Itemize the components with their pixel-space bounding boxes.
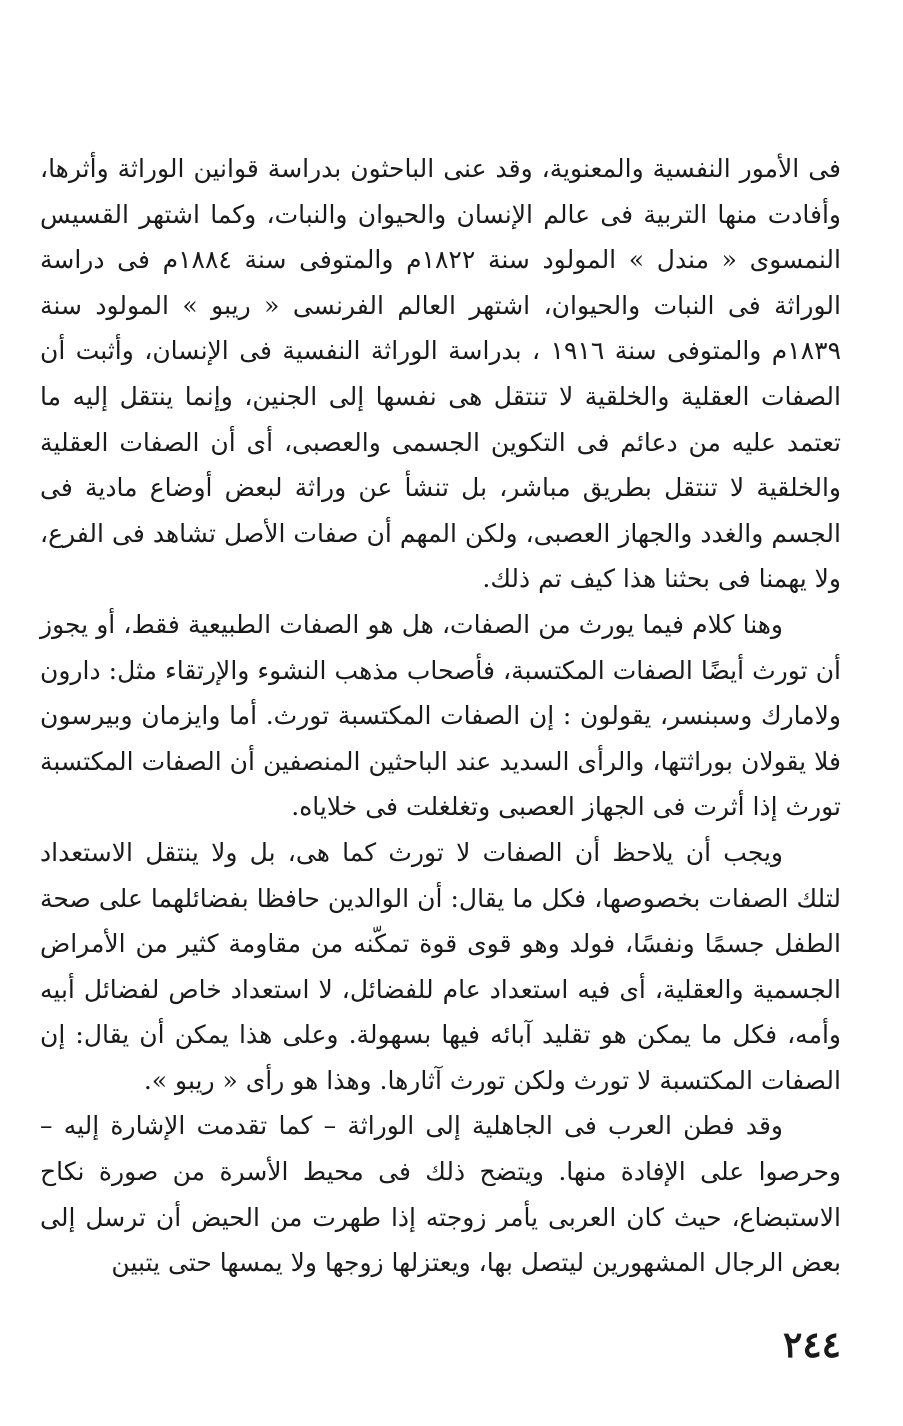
paragraph-3: ويجب أن يلاحظ أن الصفات لا تورث كما هى، بل ولا ينتقل الاستعداد لتلك الصفات بخصوصها، فكل ما يقال: أن الوالدين حافظا بفضائلهما على صحة الطفل جسمًا ونفسًا، فولد وهو قوى قوة تمكّنه من مقاومة كثير من الأمراض الجسمية والعقلية، أى فيه استعداد عام للفضائل، لا استعداد خاص لفضائل أبيه وأمه، فكل ما يمكن هو تقليد آبائه فيها بسهولة. وعلى هذا يمكن أن يقال: إن الصفات المكتسبة لا تورث ولكن تورث آثارها. وهذا هو رأى « ريبو ».: [40, 837, 841, 1095]
paragraph-1: فى الأمور النفسية والمعنوية، وقد عنى الباحثون بدراسة قوانين الوراثة وأثرها، وأفادت منها التربية فى عالم الإنسان والحيوان والنبات، وكما اشتهر القسيس النمسوى « مندل » المولود سنة ١٨٢٢م والمتوفى سنة ١٨٨٤م فى دراسة الوراثة فى النبات والحيوان، اشتهر العالم الفرنسى « ريبو » المولود سنة ١٨٣٩م والمتوفى سنة ١٩١٦ ، بدراسة الوراثة النفسية فى الإنسان، وأثبت أن الصفات العقلية والخلقية لا تنتقل هى نفسها إلى الجنين، وإنما ينتقل إليه ما تعتمد عليه من دعائم فى التكوين الجسمى والعصبى، أى أن الصفات العقلية والخلقية لا تنتقل بطريق مباشر، بل تنشأ عن وراثة لبعض أوضاع مادية فى الجسم والغدد والجهاز العصبى، ولكن المهم أن صفات الأصل تشاهد فى الفرع، ولا يهمنا فى بحثنا هذا كيف تم ذلك.: [40, 154, 841, 594]
paragraph-2: وهنا كلام فيما يورث من الصفات، هل هو الصفات الطبيعية فقط، أو يجوز أن تورث أيضًا الصفات المكتسبة، فأصحاب مذهب النشوء والإرتقاء مثل: دارون ولامارك وسبنسر، يقولون : إن الصفات المكتسبة تورث. أما وايزمان وبيرسون فلا يقولان بوراثتها، والرأى السديد عند الباحثين المنصفين أن الصفات المكتسبة تورث إذا أثرت فى الجهاز العصبى وتغلغلت فى خلاياه.: [40, 609, 841, 822]
paragraph-4: وقد فطن العرب فى الجاهلية إلى الوراثة – كما تقدمت الإشارة إليه – وحرصوا على الإفادة منها. ويتضح ذلك فى محيط الأسرة من صورة نكاح الاستبضاع، حيث كان العربى يأمر زوجته إذا طهرت من الحيض أن ترسل إلى بعض الرجال المشهورين ليتصل بها، ويعتزلها زوجها ولا يمسها حتى يتبين: [40, 1111, 841, 1278]
body-text: [40, 146, 841, 1286]
page-number: ٢٤٤: [782, 1324, 841, 1366]
